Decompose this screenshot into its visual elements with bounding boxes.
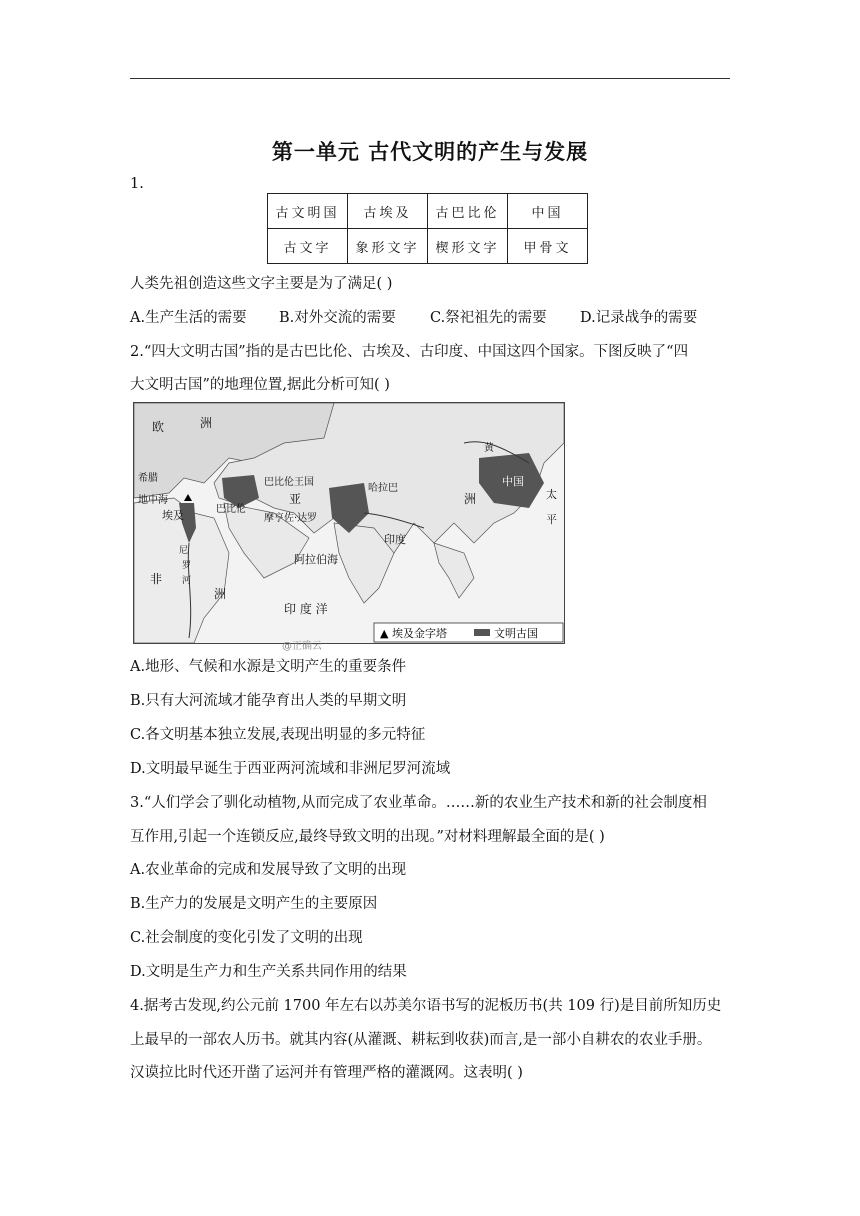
map-label: 罗 [182, 561, 192, 571]
map-label: 亚 [289, 492, 302, 506]
q2-stem-line2: 大文明古国”的地理位置,据此分析可知( ) [130, 377, 390, 393]
q1-stem: 人类先祖创造这些文字主要是为了满足( ) [130, 276, 393, 292]
legend-swatch [474, 629, 490, 636]
map-label: 哈拉巴 [368, 483, 398, 494]
map-label: 巴比伦王国 [264, 477, 314, 488]
q4-line3: 汉谟拉比时代还开凿了运河并有管理严格的灌溉网。这表明( ) [130, 1065, 523, 1081]
q2-option-b: B.只有大河流域才能孕育出人类的早期文明 [130, 693, 407, 709]
map-label: 摩亨佐·达罗 [264, 513, 318, 524]
map-label: 欧 [152, 420, 165, 434]
table-cell: 象形文字 [348, 229, 428, 264]
q1-option-c: C.祭祀祖先的需要 [430, 310, 547, 326]
q3-option-b: B.生产力的发展是文明产生的主要原因 [130, 896, 378, 912]
watermark: @正确云 [282, 641, 322, 652]
q3-stem-line2: 互作用,引起一个连锁反应,最终导致文明的出现。”对材料理解最全面的是( ) [130, 829, 605, 845]
q4-line2: 上最早的一部农人历书。就其内容(从灌溉、耕耘到收获)而言,是一部小自耕农的农业手册。 [130, 1032, 712, 1048]
table-row [268, 229, 588, 264]
map-label: 平 [546, 513, 557, 526]
table-cell: 甲骨文 [508, 229, 588, 264]
map-label: 洲 [214, 587, 227, 601]
map-label: 尼 [179, 546, 189, 556]
q3-option-a: A.农业革命的完成和发展导致了文明的出现 [130, 862, 407, 878]
legend-civilization: 文明古国 [494, 627, 538, 640]
map-label: 黄 [484, 443, 494, 454]
q2-option-d: D.文明最早诞生于西亚两河流域和非洲尼罗河流域 [130, 761, 451, 777]
map-label: 洲 [200, 416, 213, 430]
map-label: 中国 [502, 475, 524, 488]
table-cell: 古文字 [268, 229, 348, 264]
writing-table [267, 193, 588, 264]
legend-pyramid: ▲ 埃及金字塔 [380, 627, 447, 640]
map-label: 洲 [464, 492, 477, 506]
table-cell: 古巴比伦 [428, 194, 508, 229]
q3-option-c: C.社会制度的变化引发了文明的出现 [130, 930, 363, 946]
q2-stem-line1: 2.“四大文明古国”指的是古巴比伦、古埃及、古印度、中国这四个国家。下图反映了“四 [130, 344, 689, 360]
q1-option-d: D.记录战争的需要 [580, 310, 698, 326]
table-row [268, 194, 588, 229]
table-cell: 楔形文字 [428, 229, 508, 264]
q3-option-d: D.文明是生产力和生产关系共同作用的结果 [130, 964, 407, 980]
q2-option-c: C.各文明基本独立发展,表现出明显的多元特征 [130, 727, 426, 743]
table-cell: 中国 [508, 194, 588, 229]
q4-line1: 4.据考古发现,约公元前 1700 年左右以苏美尔语书写的泥板历书(共 109 行)是目前所知历史 [130, 998, 722, 1014]
q1-option-a: A.生产生活的需要 [130, 310, 247, 326]
civilizations-map [133, 402, 565, 644]
table-cell: 古埃及 [348, 194, 428, 229]
map-label: 巴比伦 [216, 504, 246, 515]
q1-number: 1. [130, 176, 144, 192]
q3-stem-line1: 3.“人们学会了驯化动植物,从而完成了农业革命。……新的农业生产技术和新的社会制度相 [130, 795, 707, 811]
map-label: 非 [150, 572, 163, 586]
q2-option-a: A.地形、气候和水源是文明产生的重要条件 [130, 659, 407, 675]
q1-option-b: B.对外交流的需要 [279, 310, 396, 326]
map-label: 埃及 [162, 509, 184, 522]
map-label: 阿拉伯海 [294, 553, 338, 566]
table-cell: 古文明国 [268, 194, 348, 229]
map-label: 印 度 洋 [284, 602, 328, 616]
map-label: 地中海 [138, 495, 168, 506]
header-rule [130, 78, 730, 79]
map-label: 印度 [384, 533, 406, 546]
page-title: 第一单元 古代文明的产生与发展 [271, 140, 589, 164]
map-label: 太 [546, 488, 557, 501]
map-label: 希腊 [138, 473, 158, 484]
map-label: 河 [182, 576, 192, 586]
